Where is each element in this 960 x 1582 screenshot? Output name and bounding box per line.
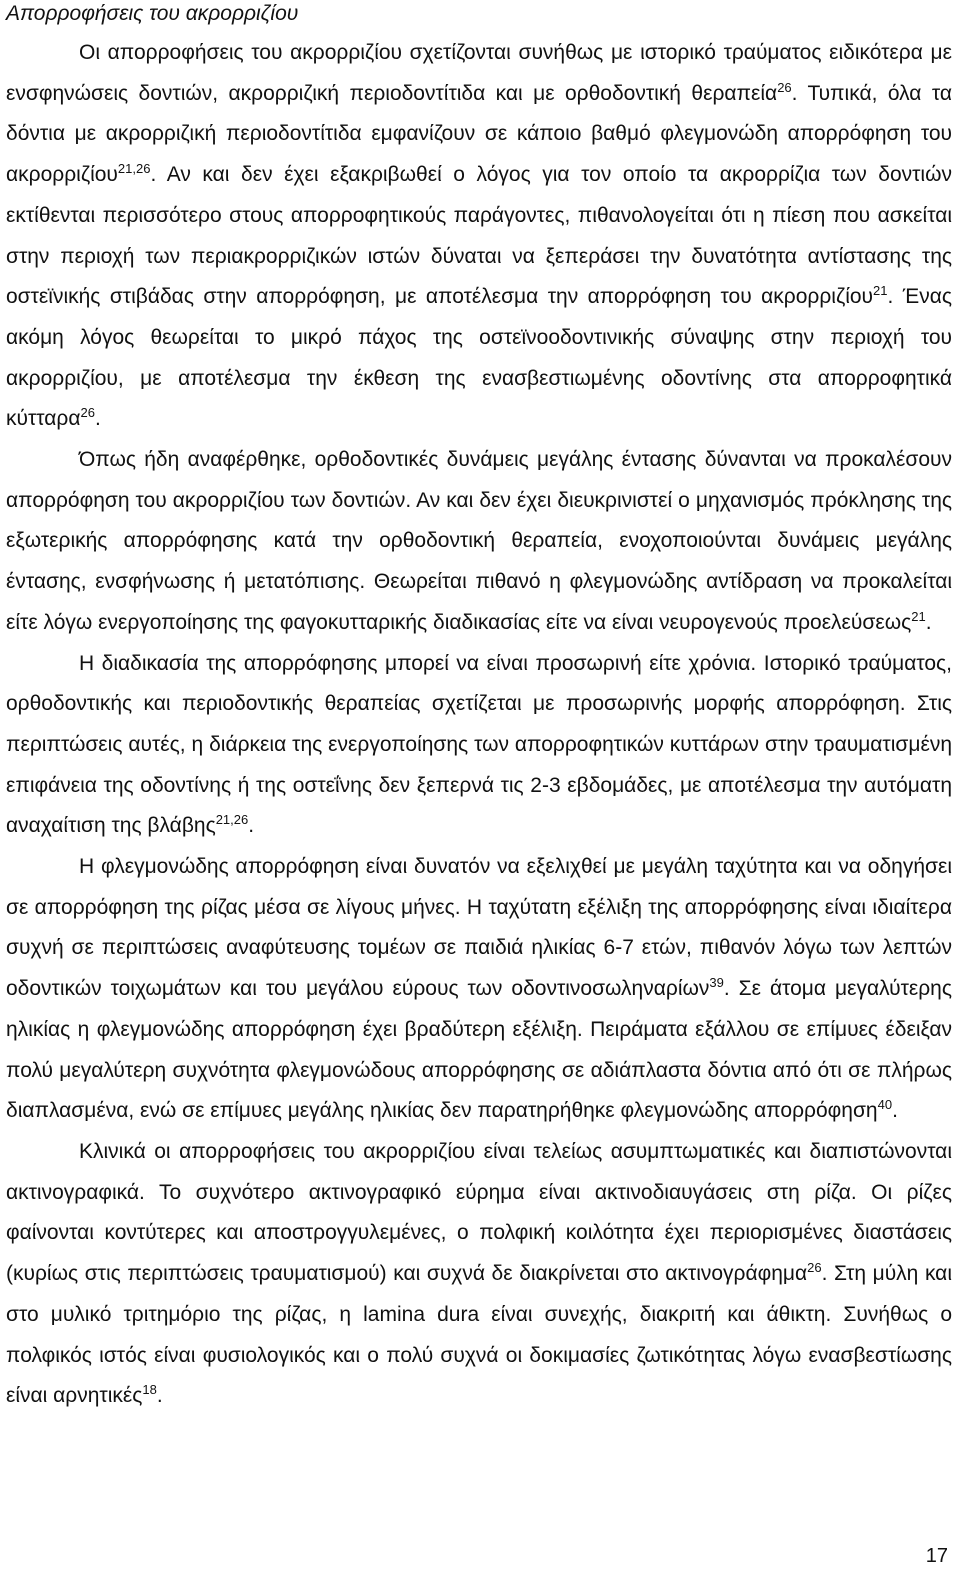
citation-superscript: 39 [709, 975, 724, 991]
citation-superscript: 21 [873, 283, 888, 299]
paragraph-text: Όπως ήδη αναφέρθηκε, ορθοδοντικές δυνάμεις μεγάλης έντασης δύνανται να προκαλέσουν απορρόφηση του ακρορριζίου των δοντιών. Αν και δεν έχει διευκρινιστεί ο μηχανισμός πρόκλησης της εξωτερικής απορρόφησης κατά την ορθοδοντική θεραπεία, ενοχοποιούνται δυνάμεις μεγάλης έντασης, ενσφήνωσης ή μετατόπισης. Θεωρείται πιθανό η φλεγμονώδης αντίδραση να προκαλείται είτε λόγω ενεργοποίησης της φαγοκυτταρικής διαδικασίας είτε να είναι νευρογενούς προελεύσεως [6, 448, 952, 634]
paragraph-text: . [94, 407, 101, 431]
paragraph-text: . Σε άτομα μεγαλύτερης ηλικίας η φλεγμονώδης απορρόφηση έχει βραδύτερη εξέλιξη. Πειράματα εξάλλου σε επίμυες έδειξαν πολύ μεγαλύτερη συχνότητα φλεγμονώδους απορρόφησης σε αδιάπλαστα δόντια από ότι σε πλήρως διαπλασμένα, ενώ σε επίμυες μεγάλης ηλικίας δεν παρατηρήθηκε φλεγμονώδης απορρόφηση [6, 977, 952, 1123]
paragraph [6, 440, 952, 644]
paragraph-text: Η φλεγμονώδης απορρόφηση είναι δυνατόν να εξελιχθεί με μεγάλη ταχύτητα και να οδηγήσει σε απορρόφηση της ρίζας μέσα σε λίγους μήνες. Η ταχύτατη εξέλιξη της απορρόφησης είναι ιδιαίτερα συχνή σε περιπτώσεις αναφύτευσης τομέων σε παιδιά ηλικίας 6-7 ετών, πιθανόν λόγω των λεπτών οδοντικών τοιχωμάτων και του μεγάλου εύρους των οδοντινοσωληναρίων [6, 855, 952, 1001]
paragraph-text: Η διαδικασία της απορρόφησης μπορεί να είναι προσωρινή είτε χρόνια. Ιστορικό τραύματος, ορθοδοντικής και περιοδοντικής θεραπείας σχετίζεται με προσωρινής μορφής απορρόφηση. Στις περιπτώσεις αυτές, η διάρκεια της ενεργοποίησης των απορροφητικών κυττάρων στην τραυματισμένη επιφάνεια της οδοντίνης ή της οστεΐνης δεν ξεπερνά τις 2-3 εβδομάδες, με αποτέλεσμα την αυτόματη αναχαίτιση της βλάβης [6, 651, 952, 838]
paragraph-text: . Ένας ακόμη λόγος θεωρείται το μικρό πάχος της οστεϊνοοδοντινικής σύναψης στην περιοχή του ακρορριζίου, με αποτέλεσμα την έκθεση της ενασβεστιωμένης οδοντίνης στα απορροφητικά κύτταρα [6, 285, 952, 431]
paragraph-text: . [925, 610, 932, 634]
paragraph [6, 1132, 952, 1417]
body-text [6, 33, 952, 1417]
citation-superscript: 26 [80, 405, 95, 421]
paragraph-text: . Αν και δεν έχει εξακριβωθεί ο λόγος για τον οποίο τα ακρορρίζια των δοντιών εκτίθενται περισσότερο στους απορροφητικούς παράγοντες, πιθανολογείται ότι η πίεση που ασκείται στην περιοχή των περιακρορριζικών ιστών δύναται να ξεπεράσει την δυνατότητα αντίστασης της οστεϊνικής στιβάδας στην απορρόφηση, με αποτέλεσμα την απορρόφηση του ακρορριζίου [6, 163, 952, 309]
citation-superscript: 21,26 [117, 161, 151, 177]
section-heading: Απορροφήσεις του ακρορριζίου [6, 2, 299, 25]
paragraph [6, 33, 952, 440]
paragraph-text: Οι απορροφήσεις του ακρορριζίου σχετίζονται συνήθως με ιστορικό τραύματος ειδικότερα με ενσφηνώσεις δοντιών, ακρορριζική περιοδοντίτιδα και με ορθοδοντική θεραπεία [6, 41, 952, 105]
citation-superscript: 21,26 [215, 812, 249, 828]
paragraph-text: . [156, 1384, 163, 1408]
paragraph-text: . [248, 814, 255, 838]
page-number: 17 [925, 1545, 948, 1567]
paragraph-text: . Τυπικά, όλα τα δόντια με ακρορριζική περιοδοντίτιδα εμφανίζουν σε κάποιο βαθμό φλεγμονώδη απορρόφηση του ακρορριζίου [6, 81, 952, 187]
citation-superscript: 18 [142, 1382, 157, 1398]
citation-superscript: 26 [807, 1260, 822, 1276]
citation-superscript: 26 [777, 79, 792, 95]
paragraph-text: . Στη μύλη και στο μυλικό τριτημόριο της ρίζας, η lamina dura είναι συνεχής, διακριτή και άθικτη. Συνήθως ο πολφικός ιστός είναι φυσιολογικός και ο πολύ συχνά οι δοκιμασίες ζωτικότητας λόγω ενασβεστίωσης είναι αρνητικές [6, 1262, 952, 1408]
paragraph-text: Κλινικά οι απορροφήσεις του ακρορριζίου είναι τελείως ασυμπτωματικές και διαπιστώνονται ακτινογραφικά. Το συχνότερο ακτινογραφικό εύρημα είναι ακτινοδιαυγάσεις στη ρίζα. Οι ρίζες φαίνονται κοντύτερες και αποστρογγυλεμένες, ο πολφική κοιλότητα έχει περιορισμένες διαστάσεις (κυρίως στις περιπτώσεις τραυματισμού) και συχνά δε διακρίνεται στο ακτινογράφημα [6, 1139, 952, 1286]
paragraph [6, 847, 952, 1132]
citation-superscript: 21 [911, 608, 926, 624]
citation-superscript: 40 [877, 1097, 893, 1113]
paragraph [6, 644, 952, 848]
paragraph-text: . [892, 1099, 898, 1123]
